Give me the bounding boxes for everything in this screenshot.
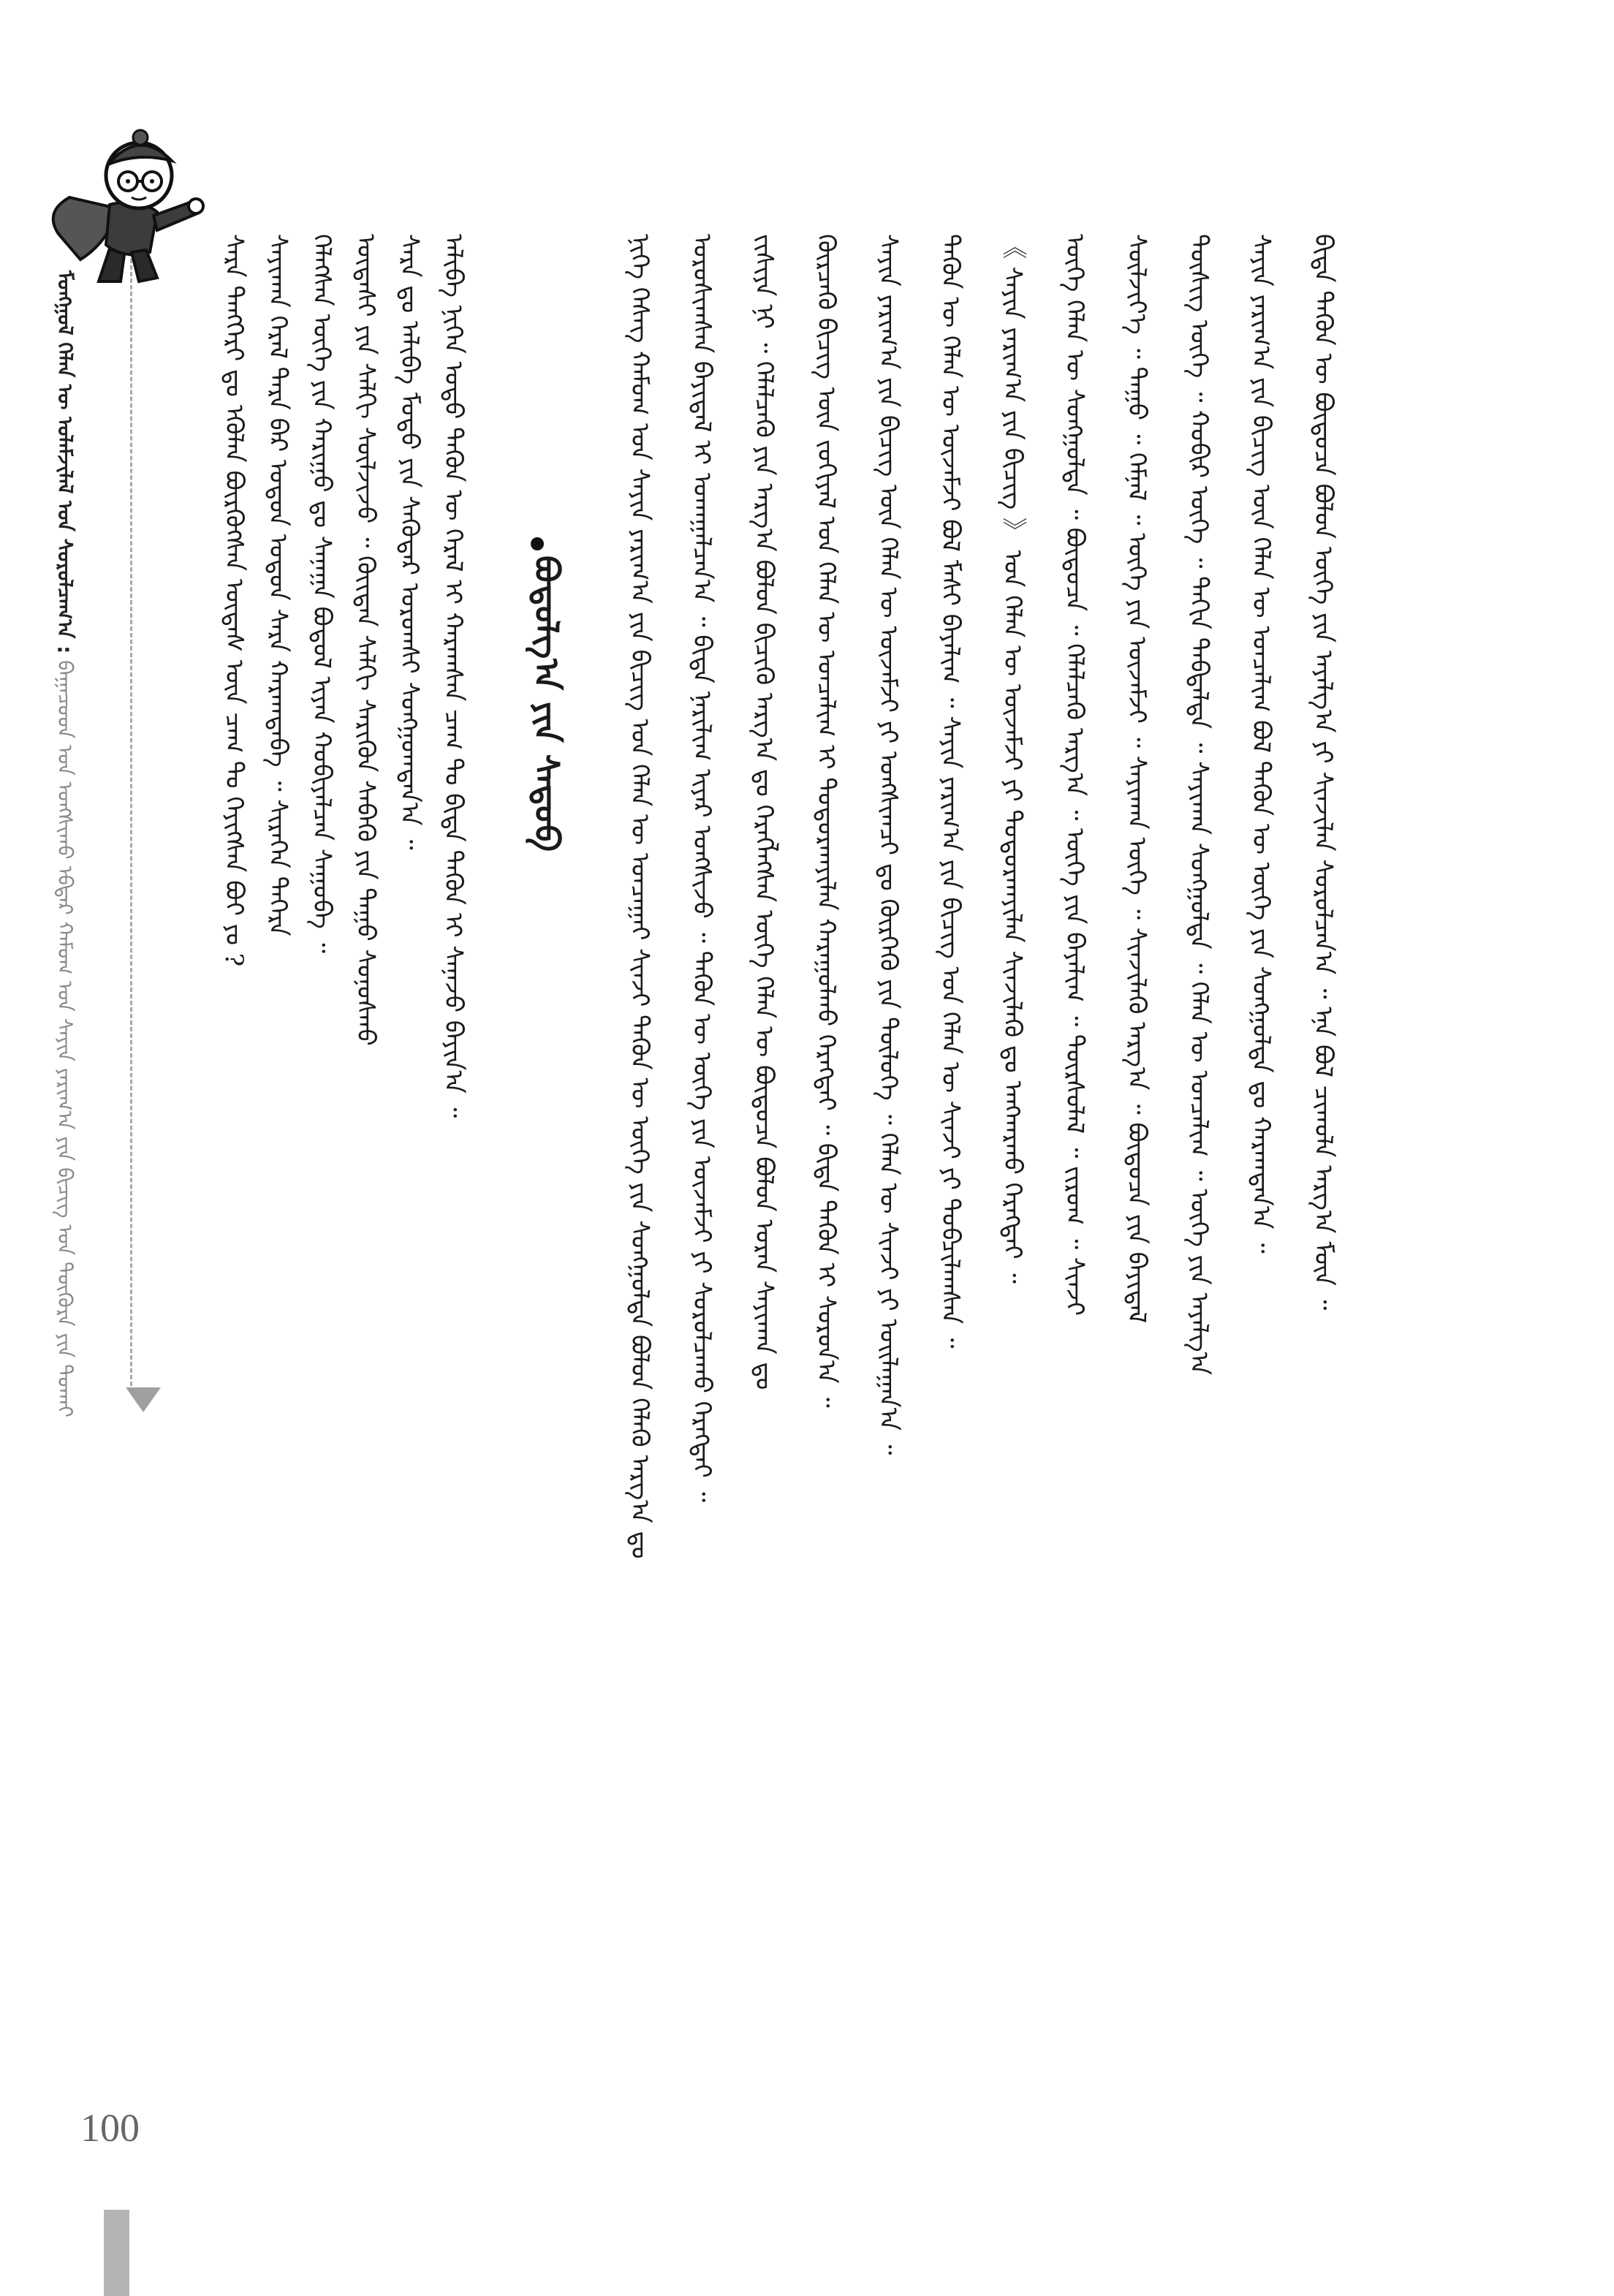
triangle-marker-icon — [126, 1387, 161, 1412]
page-number: 100 — [80, 2106, 140, 2150]
running-header-gray: ᠪᠠᠭᠠᠴᠤᠳ ᠤᠨ ᠤᠩᠰᠢᠬᠤ ᠡᠪᠳᠡᠷ ᠬᠠᠮᠤᠭ ᠤᠨ ᠰᠠᠶᠢᠨ ᠶᠠᠷᠢᠭ᠎ᠠ ᠶᠢᠨ ᠪᠢᠴᠢᠭ᠌ ᠤᠨ ᠲᠦᠭᠦᠷᠡ ᠶᠢᠨ ᠲᠤᠬᠠᠢ — [53, 660, 77, 1417]
dashed-rule — [130, 252, 132, 1393]
prose-line: ᠰᠠᠶᠢᠨ ᠶᠠᠷᠢᠭ᠎ᠠ ᠶᠢᠨ ᠪᠢᠴᠢᠭ᠌ ᠦᠨ ᠬᠡᠯᠡᠨ ᠦ ᠣᠨᠴᠠᠯᠢᠭ ᠪᠣᠯ ᠲᠡᠭᠦᠨ ᠦ ᠦᠭᠡ ᠶᠢᠨ ᠰᠣᠩᠭᠣᠯᠲᠠ ᠳᠤ ᠬᠠᠷᠠᠭᠳᠠᠨ᠎ᠠ ᠃ — [1246, 234, 1276, 1254]
section-heading: ᠪᠣᠳᠣᠯᠭ᠎ᠠ ᠶᠢᠨ ᠰᠡᠳᠦᠪ — [527, 556, 567, 852]
prose-line: ᠦᠭᠡ ᠬᠡᠯᠡᠨ ᠦ ᠰᠣᠩᠭᠣᠯᠲᠠ ᠃ ᠪᠦᠲᠦᠴᠡ ᠃ ᠬᠡᠯᠡᠯᠴᠡᠬᠦ ᠠᠷᠭ᠎ᠠ ᠃ ᠦᠭᠡ ᠶᠢᠨ ᠪᠠᠶᠠᠯᠢᠭ ᠃ ᠳᠦᠷᠰᠦᠯᠡᠯ ᠃ ᠵᠢᠷᠤᠭ ᠃ ᠰᠢᠨᠵᠢ — [1060, 234, 1089, 1316]
verse-line: ᠠᠯᠢᠪᠠ ᠨᠢᠭᠡᠨ ᠣᠳᠤ ᠲᠡᠭᠦᠨ ᠦ ᠭᠡᠷᠡᠯ ᠢ ᠬᠠᠷᠠᠭᠰᠠᠨ ᠴᠠᠭ ᠲᠤ ᠪᠢᠳᠡ ᠲᠡᠭᠦᠨ ᠢ ᠰᠠᠨᠠᠵᠤ ᠪᠠᠶᠢᠨ᠎ᠠ ᠃ — [439, 234, 468, 1118]
running-header-bold: ᠮᠣᠩᠭᠣᠯ ᠬᠡᠯᠡᠨ ᠦ ᠤᠯᠠᠮᠵᠢᠯᠠᠯ ᠤᠨ ᠰᠤᠷᠤᠯᠴᠠᠭ᠎ᠠ : — [53, 270, 77, 654]
prose-line: ᠣᠷᠣᠰᠢᠭᠰᠠᠨ ᠪᠠᠶᠢᠳᠠᠯ ᠢ ᠤᠬᠠᠭᠠᠯᠴᠠᠨ᠎ᠠ ᠃ ᠪᠢᠳᠡ ᠨᠠᠷᠢᠯᠢᠭ ᠢᠶᠠᠷ ᠤᠩᠰᠢᠵᠤ ᠃ ᠲᠡᠭᠦᠨ ᠦ ᠦᠭᠡ ᠶᠢᠨ ᠦᠵᠡᠮᠵᠢ ᠶᠢ ᠰᠤᠷᠤᠯᠴᠠᠬᠤ ᠬᠡᠷᠡᠭᠲᠡᠢ ᠃ — [687, 234, 716, 1502]
reading-boy-mascot-icon — [29, 124, 205, 292]
running-header — [42, 270, 86, 1417]
verse-line: ᠦᠳᠡᠰᠢ ᠶᠢᠨ ᠰᠠᠯᠬᠢ ᠰᠦᠯᠵᠢᠵᠦ ᠃ ᠬᠦᠢᠲᠡᠨ ᠰᠠᠯᠬᠢ ᠰᠡᠷᠢᠭᠦᠨ ᠰᠡᠪᠡᠬᠦ ᠶᠢᠨ ᠳᠠᠭᠤ ᠰᠣᠨᠣᠰᠬᠤ — [351, 234, 380, 1046]
prose-line: ᠲᠡᠭᠦᠨ ᠦ ᠬᠡᠯᠡᠨ ᠦ ᠦᠵᠡᠮᠵᠢ ᠪᠣᠯ ᠮᠠᠰᠢ ᠪᠠᠶᠠᠯᠢᠭ ᠃ ᠰᠠᠶᠢᠨ ᠶᠠᠷᠢᠭ᠎ᠠ ᠶᠢᠨ ᠪᠢᠴᠢᠭ᠌ ᠤᠨ ᠬᠡᠯᠡᠨ ᠦ ᠰᠢᠨᠵᠢ ᠶᠢ ᠲᠣᠪᠴᠢᠯᠠᠭᠰᠠᠨ ᠃ — [936, 234, 965, 1349]
prose-line: ᠰᠦᠯᠵᠢᠶ᠎ᠡ ᠃ ᠳᠠᠭᠤ ᠃ ᠬᠡᠮᠨᠡᠯ ᠃ ᠦᠭᠡ ᠶᠢᠨ ᠦᠵᠡᠮᠵᠢ ᠃ ᠰᠠᠶᠢᠬᠠᠨ ᠦᠭᠡ ᠃ ᠰᠢᠨᠵᠢᠯᠡᠬᠦ ᠠᠷᠭ᠎ᠠ ᠃ ᠪᠦᠲᠦᠴᠡ ᠶᠢᠨ ᠪᠠᠶᠢᠳᠠᠯ — [1122, 234, 1151, 1324]
prose-line: ᠵᠢᠱᠢᠶᠡ ᠨᠢ ᠃ ᠬᠡᠯᠡᠯᠴᠡᠬᠦ ᠶᠢᠨ ᠠᠷᠭ᠎ᠠ ᠪᠣᠯᠤᠨ ᠪᠢᠴᠢᠬᠦ ᠠᠷᠭ᠎ᠠ ᠳᠤ ᠬᠡᠷᠡᠭᠯᠡᠭᠰᠡᠨ ᠦᠭᠡ ᠬᠡᠯᠡᠨ ᠦ ᠪᠦᠲᠦᠴᠡ ᠪᠣᠯᠤᠨ ᠤᠷᠠᠨ ᠰᠠᠶᠢᠬᠠᠨ ᠳᠤ — [749, 234, 778, 1390]
prose-line: ᠰᠠᠶᠢᠨ ᠶᠠᠷᠢᠭ᠎ᠠ ᠶᠢᠨ ᠪᠢᠴᠢᠭ᠌ ᠦᠨ ᠬᠡᠯᠡᠨ ᠦ ᠦᠵᠡᠮᠵᠢ ᠶᠢ ᠤᠩᠰᠢᠭᠴᠢ ᠳᠤ ᠬᠦᠷᠭᠡᠬᠦ ᠶᠢᠨ ᠲᠦᠯᠦᠭᠡ ᠃ ᠬᠡᠯᠡᠨ ᠦ ᠰᠢᠨᠵᠢ ᠶᠢ ᠣᠢᠯᠠᠭᠠᠨ᠎ᠠ ᠃ — [874, 234, 903, 1455]
verse-line: ᠰᠠᠷᠠ ᠲᠡᠩᠭᠡᠷᠢ ᠳᠤ ᠡᠭᠦᠯᠡᠨ ᠪᠦᠷᠬᠦᠭᠰᠡᠨ ᠦᠳᠡᠰ ᠦᠨ ᠴᠠᠭ ᠲᠤ ᠭᠡᠶᠢᠭᠰᠡᠨ ᠪᠤᠢ ᠶᠤ ? — [219, 234, 249, 967]
prose-line: ᠨᠢᠭᠡ ᠬᠡᠰᠡᠭ ᠬᠠᠮᠤᠭ ᠤᠨ ᠰᠠᠶᠢᠨ ᠶᠠᠷᠢᠭ᠎ᠠ ᠶᠢᠨ ᠪᠢᠴᠢᠭ᠌ ᠤᠨ ᠬᠡᠯᠡᠨ ᠦ ᠤᠨᠴᠠᠭᠠᠢ ᠰᠢᠨᠵᠢ ᠲᠡᠭᠦᠨ ᠦ ᠦᠭᠡ ᠶᠢᠨ ᠰᠣᠩᠭᠣᠯᠲᠠ ᠪᠣᠯᠤᠨ ᠬᠡᠯᠡᠬᠦ ᠠᠷᠭ᠎ᠠ ᠳᠤ — [625, 234, 654, 1559]
prose-line: ᠲᠦᠰᠢᠭ ᠦᠭᠡ ᠃ ᠬᠣᠪᠢᠷ ᠦᠭᠡ ᠃ ᠳᠠᠬᠢᠨ ᠳᠠᠪᠲᠠᠯᠲᠠ ᠃ ᠰᠠᠶᠢᠬᠠᠨ ᠰᠣᠩᠭᠣᠯᠲᠠ ᠃ ᠬᠡᠯᠡᠨ ᠦ ᠣᠨᠴᠠᠯᠢᠭ ᠃ ᠦᠭᠡ ᠶᠢᠨ ᠠᠶᠠᠯᠭ᠎ᠠ — [1184, 234, 1213, 1376]
verse-line: ᠰᠠᠶᠢᠬᠠᠨ ᠭᠡᠷᠡᠯ ᠲᠡᠷᠡ ᠪᠡᠷ ᠣᠳᠤᠨ ᠣᠳᠤᠨ ᠰᠠᠷᠠ ᠬᠠᠷᠠᠭᠳᠠᠪᠠ ᠃ ᠰᠢᠷᠡᠭᠡᠨ ᠳᠡᠭᠡᠷᠡ — [263, 234, 292, 936]
prose-line: ᠪᠢᠳᠡ ᠲᠡᠭᠦᠨ ᠦ ᠪᠦᠲᠦᠴᠡ ᠪᠣᠯᠤᠨ ᠦᠭᠡ ᠶᠢᠨ ᠠᠶᠠᠯᠭ᠎ᠠ ᠶᠢ ᠰᠢᠨᠵᠢᠯᠡᠨ ᠰᠤᠷᠤᠯᠴᠠᠨ᠎ᠠ ᠃ ᠡᠨᠡ ᠪᠣᠯ ᠴᠢᠬᠤᠯᠠ ᠠᠷᠭ᠎ᠠ ᠮᠥᠨ ᠃ — [1308, 234, 1338, 1311]
prose-line: ᠬᠦᠷᠴᠡᠭᠦ ᠪᠢᠴᠢᠭ᠌ ᠦᠨ ᠵᠣᠬᠢᠶᠠᠯ ᠤᠨ ᠬᠡᠯᠡᠨ ᠦ ᠣᠨᠴᠠᠯᠢᠭ ᠢ ᠲᠣᠳᠣᠷᠬᠠᠶᠢᠯᠠᠨ ᠬᠠᠷᠠᠭᠤᠯᠬᠤ ᠬᠡᠷᠡᠭᠲᠡᠢ ᠃ ᠪᠢᠳᠡ ᠲᠡᠭᠦᠨ ᠢ ᠰᠤᠷᠤᠨ᠎ᠠ ᠃ — [811, 234, 841, 1408]
prose-line: 《 ᠰᠠᠶᠢᠨ ᠶᠠᠷᠢᠭ᠎ᠠ ᠶᠢᠨ ᠪᠢᠴᠢᠭ᠌ 》 ᠤᠨ ᠬᠡᠯᠡᠨ ᠦ ᠦᠵᠡᠮᠵᠢ ᠶᠢ ᠲᠣᠳᠣᠷᠬᠠᠶᠢᠯᠠᠨ ᠰᠢᠨᠵᠢᠯᠡᠬᠦ ᠳᠤ ᠠᠩᠬᠠᠷᠬᠤ ᠬᠡᠷᠡᠭᠲᠡᠢ ᠃ — [998, 234, 1027, 1284]
verse-line: ᠬᠡᠯᠡᠭᠰᠡᠨ ᠦᠭᠡ ᠶᠢᠨ ᠬᠠᠷᠢᠭᠤ ᠳᠤ ᠰᠠᠨᠠᠭᠠ ᠪᠤᠳᠤᠯ ᠢᠶᠠᠨ ᠬᠤᠪᠢᠶᠠᠯᠴᠠᠨ ᠰᠠᠭᠤᠪᠠ ᠃ — [307, 234, 336, 953]
verse-line: ᠰᠠᠷᠠ ᠳᠤ ᠠᠯᠢᠪᠠ ᠮᠣᠳᠣ ᠶᠢᠨ ᠰᠡᠭᠦᠳᠡᠷ ᠤᠷᠤᠭᠰᠢ ᠰᠤᠩᠭᠤᠭᠳᠠᠨ᠎ᠠ ᠃ — [395, 234, 424, 850]
page-edge-tab — [104, 2210, 129, 2296]
heading-bullet — [531, 537, 544, 550]
